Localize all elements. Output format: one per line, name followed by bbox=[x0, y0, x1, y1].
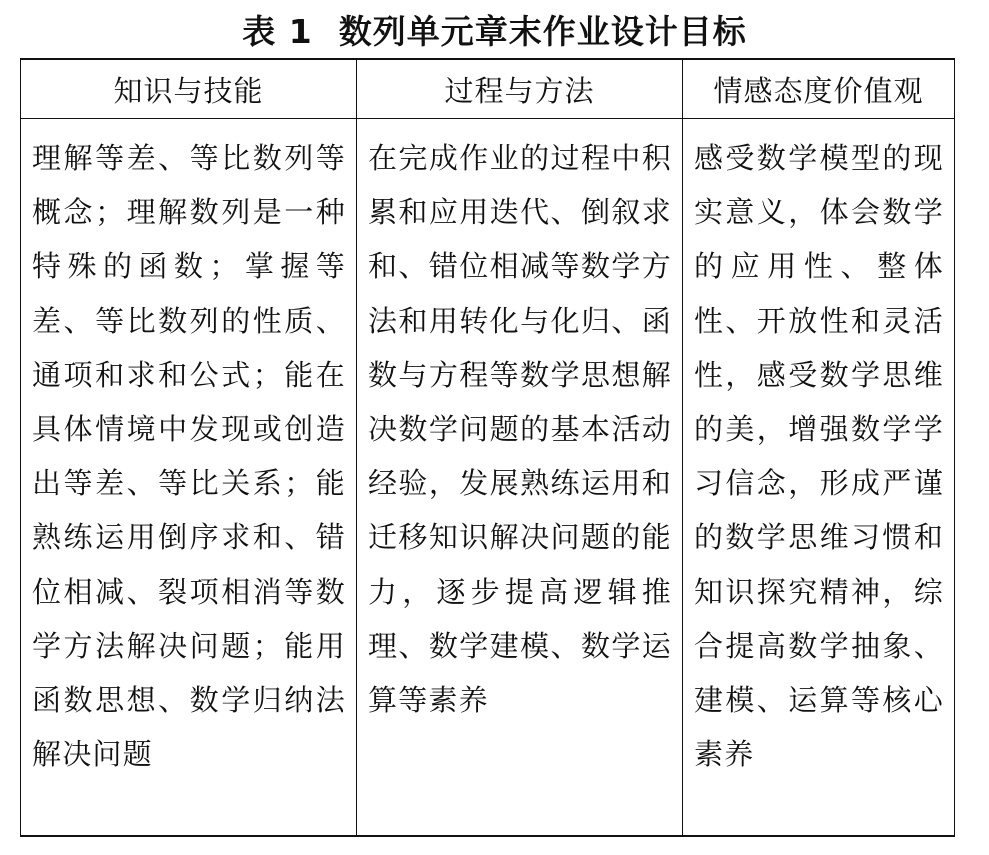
header-emotion-values: 情感态度价值观 bbox=[683, 59, 955, 119]
header-knowledge-skills: 知识与技能 bbox=[21, 59, 357, 119]
table-caption bbox=[0, 0, 989, 58]
cell-process-methods: 在完成作业的过程中积累和应用迭代、倒叙求和、错位相减等数学方法和用转化与化归、函数与方程等数学思想解决数学问题的基本活动经验，发展熟练运用和迁移知识解决问题的能力，逐步提高逻辑推理、数学建模、数学运算等素养 bbox=[357, 119, 683, 837]
table-row bbox=[21, 119, 955, 837]
cell-knowledge-skills: 理解等差、等比数列等概念；理解数列是一种特殊的函数；掌握等差、等比数列的性质、通项和求和公式；能在具体情境中发现或创造出等差、等比关系；能熟练运用倒序求和、错位相减、裂项相消等数学方法解决问题；能用函数思想、数学归纳法解决问题 bbox=[21, 119, 357, 837]
design-goals-table bbox=[20, 58, 955, 837]
table-title: 数列单元章末作业设计目标 bbox=[338, 11, 747, 51]
header-row bbox=[21, 59, 955, 119]
table-number: 表 1 bbox=[242, 11, 313, 51]
cell-emotion-values: 感受数学模型的现实意义，体会数学的应用性、整体性、开放性和灵活性，感受数学思维的美，增强数学学习信念，形成严谨的数学思维习惯和知识探究精神，综合提高数学抽象、建模、运算等核心素养 bbox=[683, 119, 955, 837]
header-process-methods: 过程与方法 bbox=[357, 59, 683, 119]
